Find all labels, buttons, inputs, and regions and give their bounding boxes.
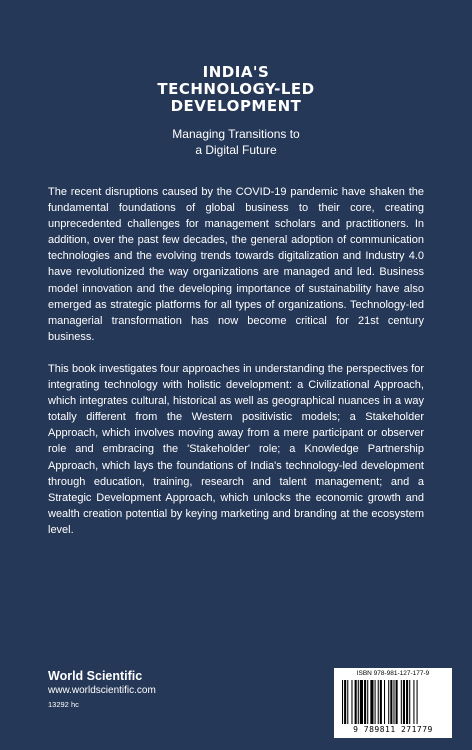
barcode-bar — [413, 680, 414, 724]
barcode-bar — [401, 680, 402, 724]
barcode-bar — [378, 680, 379, 724]
barcode-bar — [360, 680, 363, 724]
barcode-bar — [390, 680, 392, 724]
title-line-2: TECHNOLOGY-LED — [157, 80, 315, 98]
barcode-bar — [347, 680, 348, 724]
barcode-bar — [375, 680, 376, 724]
publisher-name: World Scientific — [48, 669, 143, 683]
barcode-bar — [384, 680, 385, 724]
publisher-url: www.worldscientific.com — [48, 685, 156, 696]
description-paragraph-1: The recent disruptions caused by the COVID-19 pandemic have shaken the fundamental foundations of global business to their core, creating unprecedented challenges for management scholars and practitioners. In addition, over the past few decades, the general adoption of communication technologies and the evolving trends towards digitalization and Industry 4.0 have revolutionized the way organizations are managed and led. Business model innovation and the developing importance of sustainability have also emerged as strategic platforms for all types of organizations. Technology-led managerial transformation has now become critical for 21st century business. — [48, 186, 424, 343]
barcode-bar — [403, 680, 405, 724]
isbn-barcode — [334, 668, 452, 738]
barcode-bars — [342, 680, 446, 724]
book-title — [0, 64, 472, 115]
description-paragraph-2: This book investigates four approaches in understanding the perspectives for integrating technology with holistic development: a Civilizational Approach, which integrates cultural, historical as well as geographical nuances in a way totally different from the Western positivistic models; a Stakeholder Approach, which involves moving away from a mere participant or observer role and embracing the 'Stakeholder' role; a Knowledge Partnership Approach, which lays the foundations of India's technology-led development through education, training, research and talent management; and a Strategic Development Approach, which unlocks the economic growth and wealth creation potential by keying marketing and branding at the ecosystem level. — [48, 362, 424, 536]
barcode-bar — [364, 680, 366, 724]
barcode-bar — [380, 680, 382, 724]
title-line-1: INDIA'S — [202, 63, 270, 81]
barcode-bar — [396, 680, 398, 724]
barcode-bar — [417, 680, 418, 724]
barcode-bar — [358, 680, 359, 724]
barcode-bar — [388, 680, 389, 724]
barcode-bar — [344, 680, 346, 724]
barcode-bar — [355, 680, 357, 724]
subtitle-line-1: Managing Transitions to — [172, 127, 300, 141]
book-subtitle — [0, 126, 472, 158]
barcode-bar — [370, 680, 373, 724]
barcode-bar — [409, 680, 410, 724]
barcode-bar — [367, 680, 368, 724]
barcode-bar — [393, 680, 394, 724]
subtitle-line-2: a Digital Future — [195, 143, 277, 157]
barcode-bar — [342, 680, 343, 724]
title-line-3: DEVELOPMENT — [170, 97, 302, 115]
isbn-label: ISBN 978-981-127-177-9 — [356, 670, 430, 677]
product-code: 13292 hc — [48, 700, 79, 709]
barcode-bar — [351, 680, 352, 724]
barcode-bar — [406, 680, 408, 724]
book-description — [48, 184, 424, 554]
publisher-block — [48, 668, 156, 711]
barcode-number: 9 789811 271779 — [353, 725, 433, 734]
